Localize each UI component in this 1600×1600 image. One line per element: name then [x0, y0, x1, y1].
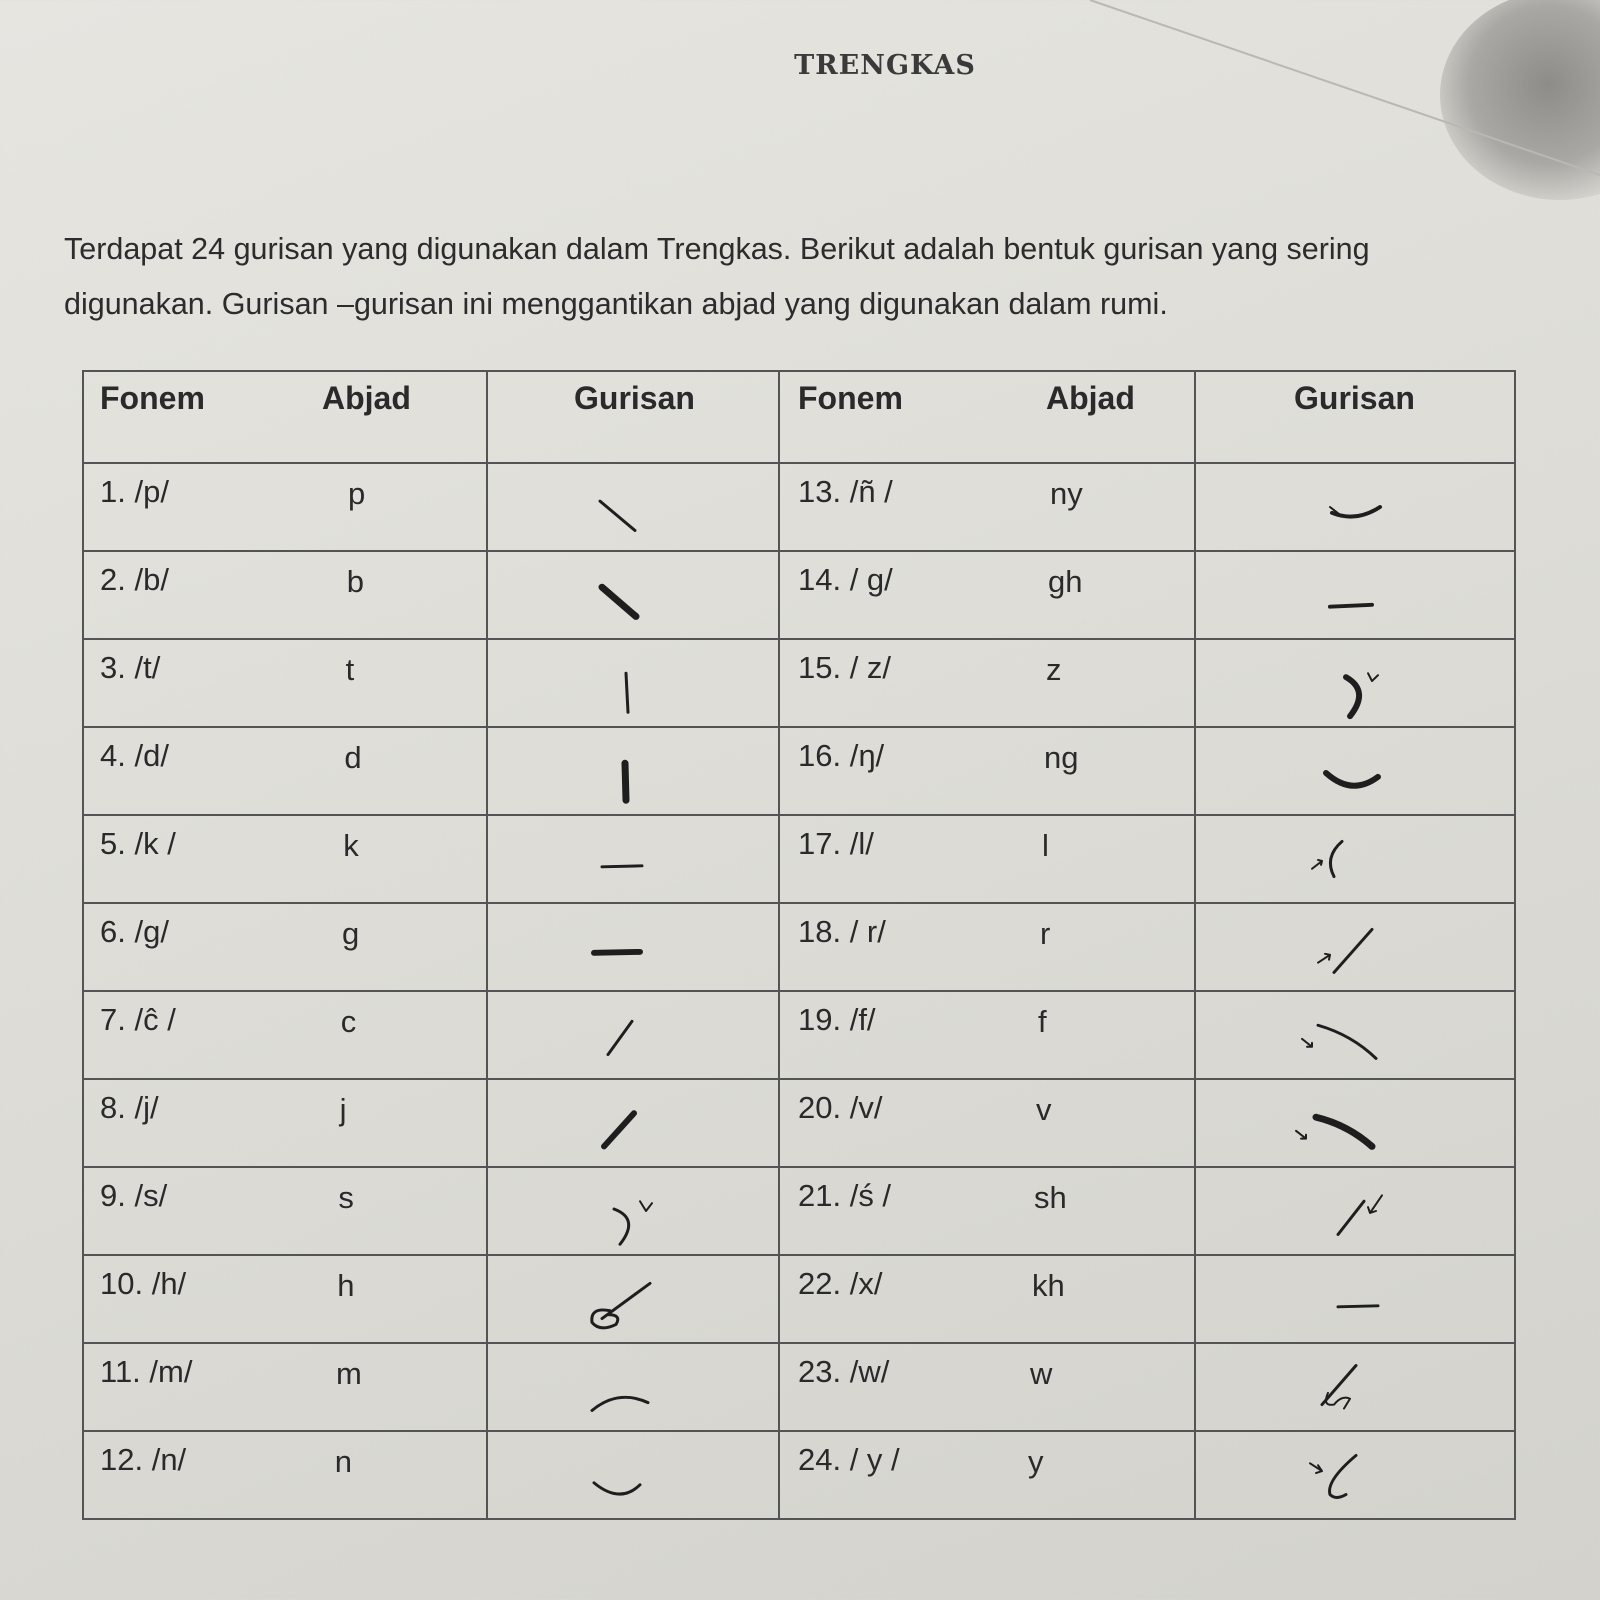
- thick-horizontal-stroke-icon: [488, 904, 778, 990]
- abjad-letter: s: [338, 1180, 354, 1215]
- right-gurisan-cell: [1195, 903, 1515, 991]
- table-row: [83, 639, 1515, 727]
- abjad-letter: v: [1036, 1092, 1052, 1127]
- fonem-label: 23. /w/: [798, 1354, 890, 1389]
- thick-smile-curve-icon: [1196, 728, 1514, 814]
- fonem-label: 22. /x/: [798, 1266, 883, 1301]
- abjad-letter: g: [342, 916, 360, 951]
- loop-with-slash-icon: [488, 1256, 778, 1342]
- right-fonem-abjad-cell: [779, 903, 1195, 991]
- thin-arc-with-hook-icon: [488, 1168, 778, 1254]
- fonem-label: 10. /h/: [100, 1266, 187, 1301]
- slash-with-arrow-icon: [1196, 1168, 1514, 1254]
- fonem-label: 9. /s/: [100, 1178, 168, 1213]
- table-row: [83, 1343, 1515, 1431]
- fonem-label: 24. / y /: [798, 1442, 900, 1477]
- abjad-letter: gh: [1048, 564, 1083, 599]
- left-gurisan-cell: [487, 639, 779, 727]
- abjad-letter: ny: [1050, 476, 1083, 511]
- abjad-letter: z: [1046, 652, 1062, 687]
- left-gurisan-cell: [487, 1167, 779, 1255]
- left-gurisan-cell: [487, 463, 779, 551]
- left-gurisan-cell: [487, 815, 779, 903]
- abjad-letter: sh: [1034, 1180, 1067, 1215]
- right-gurisan-cell: [1195, 463, 1515, 551]
- abjad-letter: p: [348, 476, 366, 511]
- right-gurisan-cell: [1195, 727, 1515, 815]
- left-fonem-abjad-cell: [83, 639, 487, 727]
- right-gurisan-cell: [1195, 815, 1515, 903]
- thin-horizontal-stroke-icon: [488, 816, 778, 902]
- right-gurisan-cell: [1195, 1431, 1515, 1519]
- header-fonem: Fonem: [100, 380, 205, 416]
- right-fonem-abjad-cell: [779, 1255, 1195, 1343]
- fonem-label: 19. /f/: [798, 1002, 876, 1037]
- arrow-down-curve-icon: [1196, 992, 1514, 1078]
- table-row: [83, 727, 1515, 815]
- abjad-letter: f: [1038, 1004, 1047, 1039]
- table-row: [83, 991, 1515, 1079]
- abjad-letter: l: [1042, 828, 1049, 863]
- header-gurisan: Gurisan: [1294, 380, 1415, 416]
- thin-slash-stroke-icon: [488, 992, 778, 1078]
- left-fonem-abjad-cell: [83, 903, 487, 991]
- fonem-label: 12. /n/: [100, 1442, 187, 1477]
- left-gurisan-cell: [487, 1079, 779, 1167]
- intro-line-2: digunakan. Gurisan –gurisan ini menggantikan abjad yang digunakan dalam rumi.: [64, 287, 1168, 321]
- right-fonem-abjad-cell: [779, 1167, 1195, 1255]
- arrow-upward-curve-icon: [1196, 816, 1514, 902]
- left-fonem-abjad-cell: [83, 551, 487, 639]
- header-fonem-abjad-right: [779, 371, 1195, 463]
- left-fonem-abjad-cell: [83, 1079, 487, 1167]
- fonem-label: 15. / z/: [798, 650, 892, 685]
- right-gurisan-cell: [1195, 1079, 1515, 1167]
- fonem-label: 7. /ĉ /: [100, 1002, 176, 1037]
- fonem-label: 8. /j/: [100, 1090, 159, 1125]
- left-fonem-abjad-cell: [83, 991, 487, 1079]
- left-gurisan-cell: [487, 727, 779, 815]
- left-gurisan-cell: [487, 551, 779, 639]
- fonem-label: 16. /ŋ/: [798, 738, 885, 773]
- table-row: [83, 1167, 1515, 1255]
- fonem-label: 2. /b/: [100, 562, 169, 597]
- left-fonem-abjad-cell: [83, 1255, 487, 1343]
- left-gurisan-cell: [487, 991, 779, 1079]
- arrow-slash-stroke-icon: [1196, 904, 1514, 990]
- arrow-down-thick-curve-icon: [1196, 1080, 1514, 1166]
- left-fonem-abjad-cell: [83, 815, 487, 903]
- abjad-letter: d: [344, 740, 362, 775]
- thick-slash-stroke-icon: [488, 1080, 778, 1166]
- right-fonem-abjad-cell: [779, 639, 1195, 727]
- abjad-letter: k: [343, 828, 359, 863]
- table-row: [83, 1255, 1515, 1343]
- thin-horizontal-stroke-icon: [1196, 1256, 1514, 1342]
- arrow-curl-stroke-icon: [1196, 1432, 1514, 1518]
- left-gurisan-cell: [487, 1255, 779, 1343]
- fonem-label: 11. /m/: [100, 1354, 193, 1389]
- right-gurisan-cell: [1195, 639, 1515, 727]
- right-fonem-abjad-cell: [779, 551, 1195, 639]
- abjad-letter: h: [337, 1268, 355, 1303]
- thick-arc-with-hook-icon: [1196, 640, 1514, 726]
- right-fonem-abjad-cell: [779, 1431, 1195, 1519]
- thin-vertical-stroke-icon: [488, 640, 778, 726]
- intro-paragraph: [64, 222, 1564, 332]
- fonem-label: 21. /ś /: [798, 1178, 892, 1213]
- table-row: [83, 463, 1515, 551]
- page-title: TRENGKAS: [794, 50, 976, 81]
- fonem-label: 17. /l/: [798, 826, 874, 861]
- abjad-letter: y: [1028, 1444, 1044, 1479]
- abjad-letter: w: [1030, 1356, 1053, 1391]
- table-row: [83, 815, 1515, 903]
- right-fonem-abjad-cell: [779, 463, 1195, 551]
- abjad-letter: n: [334, 1444, 353, 1479]
- thin-backslash-stroke-icon: [488, 464, 778, 550]
- table-row: [83, 1079, 1515, 1167]
- left-gurisan-cell: [487, 903, 779, 991]
- abjad-letter: b: [346, 564, 365, 599]
- right-gurisan-cell: [1195, 1167, 1515, 1255]
- abjad-letter: m: [336, 1356, 362, 1391]
- header-gurisan-right: [1195, 371, 1515, 463]
- left-fonem-abjad-cell: [83, 1343, 487, 1431]
- right-fonem-abjad-cell: [779, 991, 1195, 1079]
- right-gurisan-cell: [1195, 991, 1515, 1079]
- left-gurisan-cell: [487, 1431, 779, 1519]
- abjad-letter: kh: [1032, 1268, 1065, 1303]
- frown-curve-icon: [488, 1344, 778, 1430]
- fonem-label: 20. /v/: [798, 1090, 883, 1125]
- header-fonem-abjad-left: [83, 371, 487, 463]
- trengkas-table: [82, 370, 1516, 1520]
- table-row: [83, 903, 1515, 991]
- right-fonem-abjad-cell: [779, 815, 1195, 903]
- fonem-label: 1. /p/: [100, 474, 169, 509]
- table-row: [83, 1431, 1515, 1519]
- header-gurisan: Gurisan: [574, 380, 695, 416]
- abjad-letter: j: [339, 1092, 347, 1127]
- right-fonem-abjad-cell: [779, 1343, 1195, 1431]
- left-fonem-abjad-cell: [83, 727, 487, 815]
- left-fonem-abjad-cell: [83, 1167, 487, 1255]
- fonem-label: 3. /t/: [100, 650, 161, 685]
- fonem-label: 18. / r/: [798, 914, 886, 949]
- left-gurisan-cell: [487, 1343, 779, 1431]
- thick-vertical-stroke-icon: [488, 728, 778, 814]
- left-fonem-abjad-cell: [83, 1431, 487, 1519]
- short-horizontal-stroke-icon: [1196, 552, 1514, 638]
- abjad-letter: t: [345, 652, 355, 687]
- header-fonem: Fonem: [798, 380, 903, 416]
- fonem-label: 6. /g/: [100, 914, 169, 949]
- fonem-label: 14. / g/: [798, 562, 893, 597]
- abjad-letter: ng: [1044, 740, 1079, 775]
- right-gurisan-cell: [1195, 1255, 1515, 1343]
- paper-crease-line: [0, 0, 1600, 200]
- intro-line-1: Terdapat 24 gurisan yang digunakan dalam Trengkas. Berikut adalah bentuk gurisan yang sering: [64, 232, 1370, 266]
- fonem-label: 13. /ñ /: [798, 474, 893, 509]
- right-gurisan-cell: [1195, 551, 1515, 639]
- smile-curve-icon: [488, 1432, 778, 1518]
- abjad-letter: c: [340, 1004, 357, 1039]
- right-gurisan-cell: [1195, 1343, 1515, 1431]
- slash-with-loop-icon: [1196, 1344, 1514, 1430]
- left-fonem-abjad-cell: [83, 463, 487, 551]
- header-abjad: Abjad: [1046, 380, 1135, 416]
- right-fonem-abjad-cell: [779, 727, 1195, 815]
- hooked-curve-stroke-icon: [1196, 464, 1514, 550]
- fonem-label: 5. /k /: [100, 826, 176, 861]
- abjad-letter: r: [1040, 916, 1051, 951]
- header-gurisan-left: [487, 371, 779, 463]
- header-abjad: Abjad: [322, 380, 411, 416]
- table-header-row: [83, 371, 1515, 463]
- table-row: [83, 551, 1515, 639]
- fonem-label: 4. /d/: [100, 738, 169, 773]
- thick-backslash-stroke-icon: [488, 552, 778, 638]
- right-fonem-abjad-cell: [779, 1079, 1195, 1167]
